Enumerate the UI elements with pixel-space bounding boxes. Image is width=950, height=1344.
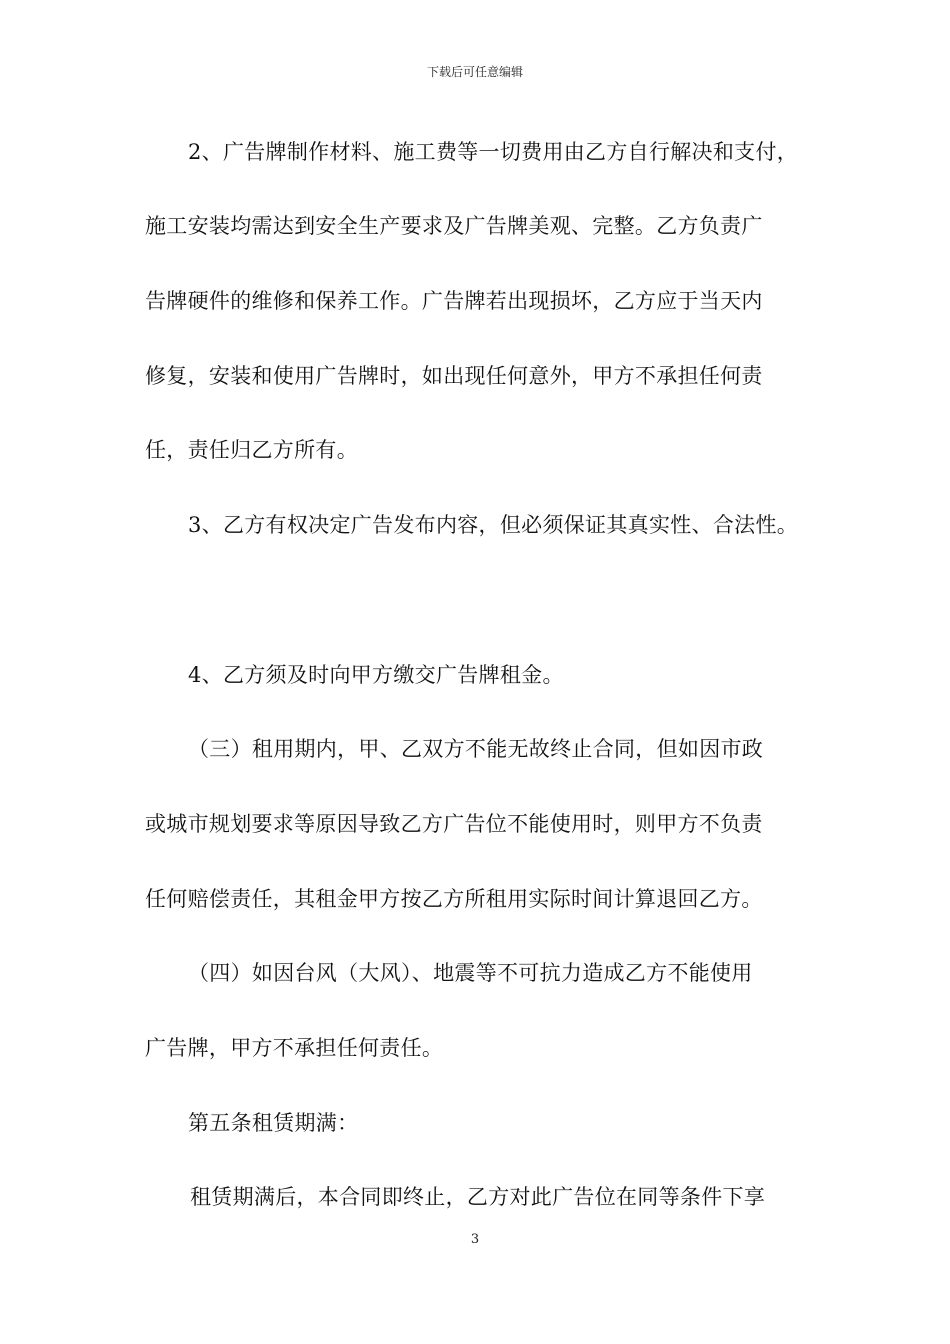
paragraph-line: 告牌硬件的维修和保养工作。广告牌若出现损坏，乙方应于当天内	[145, 289, 763, 313]
paragraph-line: 任，责任归乙方所有。	[145, 438, 358, 462]
section-heading: 第五条租赁期满：	[188, 1111, 359, 1135]
page-header: 下载后可任意编辑	[426, 65, 523, 79]
paragraph-line: 任何赔偿责任，其租金甲方按乙方所租用实际时间计算退回乙方。	[145, 887, 763, 911]
paragraph-line: （四）如因台风（大风）、地震等不可抗力造成乙方不能使用	[188, 961, 753, 985]
paragraph-line: 修复，安装和使用广告牌时，如出现任何意外，甲方不承担任何责	[145, 364, 763, 388]
page-number: 3	[470, 1232, 480, 1247]
paragraph-line: 施工安装均需达到安全生产要求及广告牌美观、完整。乙方负责广	[145, 214, 763, 238]
paragraph-line: 2、广告牌制作材料、施工费等一切费用由乙方自行解决和支付，	[188, 140, 799, 164]
paragraph-line: 或城市规划要求等原因导致乙方广告位不能使用时，则甲方不负责	[145, 812, 763, 836]
paragraph-line: （三）租用期内，甲、乙双方不能无故终止合同，但如因市政	[188, 737, 764, 761]
paragraph-line: 4、乙方须及时向甲方缴交广告牌租金。	[188, 663, 564, 687]
paragraph-line: 租赁期满后，本合同即终止，乙方对此广告位在同等条件下享	[190, 1185, 766, 1209]
paragraph-line: 广告牌，甲方不承担任何责任。	[145, 1036, 444, 1060]
paragraph-line: 3、乙方有权决定广告发布内容，但必须保证其真实性、合法性。	[188, 513, 799, 537]
